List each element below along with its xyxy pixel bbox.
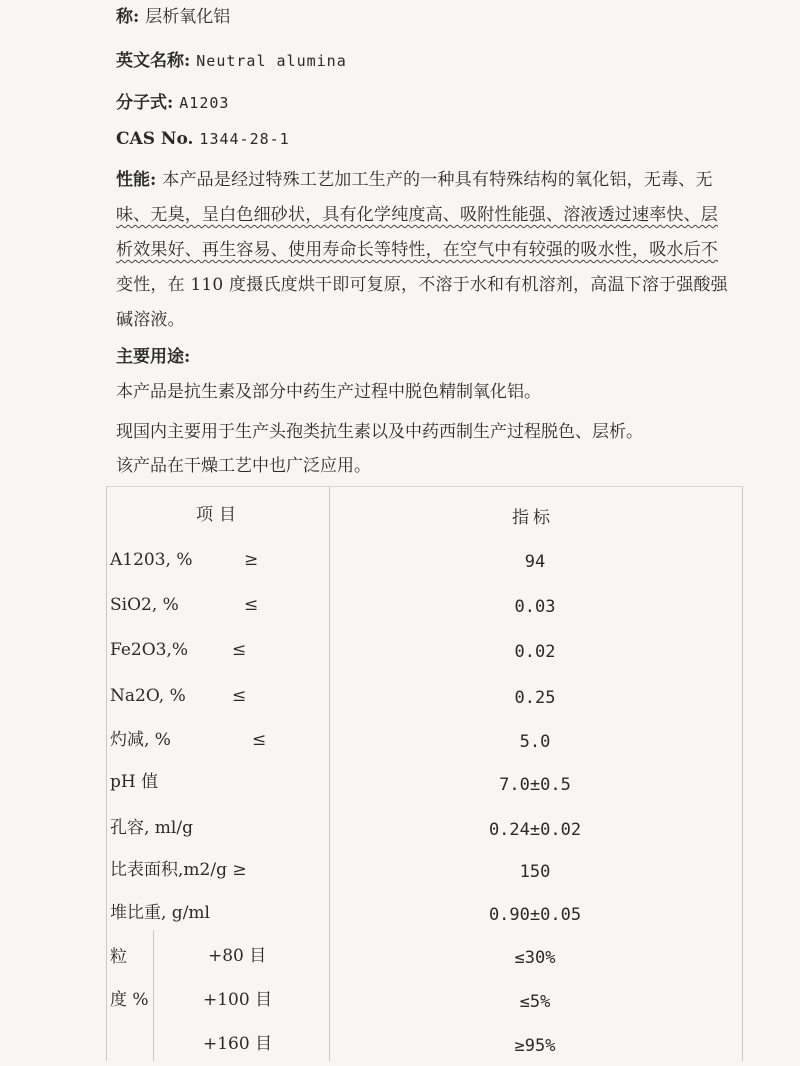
product-name-line	[116, 6, 230, 28]
row-value-pore-volume: 0.24±0.02	[488, 820, 582, 840]
row-op-na2o: ≤	[232, 686, 247, 706]
uses-line-1: 本产品是抗生素及部分中药生产过程中脱色精制氧化铝。	[116, 382, 541, 402]
row-op-loi: ≤	[252, 730, 267, 750]
row-item-al2o3: A1203, %	[110, 550, 193, 570]
row-item-na2o: Na2O, %	[110, 686, 186, 706]
formula-line	[116, 92, 229, 114]
row-op-sio2: ≤	[244, 595, 259, 615]
granularity-value-80: ≤30%	[514, 948, 556, 968]
cas-value: 1344-28-1	[199, 130, 290, 148]
row-item-ph: pH 值	[110, 772, 159, 792]
uses-title: 主要用途:	[116, 347, 191, 367]
table-border-left	[106, 486, 107, 1061]
properties-line-3: 析效果好、再生容易、使用寿命长等特性，在空气中有较强的吸水性，吸水后不	[116, 240, 718, 260]
row-op-al2o3: ≥	[244, 550, 259, 570]
row-value-loi: 5.0	[519, 732, 551, 752]
col-header-item: 项目	[196, 505, 242, 525]
row-value-al2o3: 94	[524, 552, 546, 572]
formula-label: 分子式:	[116, 93, 174, 113]
row-item-bulk-density: 堆比重, g/ml	[110, 903, 210, 923]
properties-line-5: 碱溶液。	[116, 310, 185, 330]
row-value-na2o: 0.25	[514, 688, 556, 708]
cas-label: CAS No.	[116, 129, 194, 149]
uses-line-3: 该产品在干燥工艺中也广泛应用。	[116, 456, 371, 476]
table-divider	[329, 486, 330, 1061]
table-border-right	[742, 486, 743, 1061]
granularity-divider	[153, 930, 154, 1061]
properties-line-1: 本产品是经过特殊工艺加工生产的一种具有特殊结构的氧化铝，无毒、无	[162, 170, 713, 190]
granularity-label-1: 粒	[110, 947, 127, 967]
properties-line-2: 味、无臭，呈白色细砂状，具有化学纯度高、吸附性能强、溶液透过速率快、层	[116, 205, 718, 225]
granularity-value-100: ≤5%	[519, 992, 551, 1012]
formula-value: A1203	[179, 94, 230, 112]
table-border-top	[106, 486, 743, 487]
row-item-sio2: SiO2, %	[110, 595, 179, 615]
english-name-label: 英文名称:	[116, 51, 191, 71]
col-header-index: 指标	[512, 508, 554, 528]
row-value-ph: 7.0±0.5	[499, 775, 571, 795]
properties-line-4: 变性，在 110 度摄氏度烘干即可复原，不溶于水和有机溶剂，高温下溶于强酸强	[116, 275, 728, 295]
row-item-loi: 灼减, %	[110, 730, 171, 750]
granularity-mesh-160: +160 目	[203, 1034, 273, 1054]
row-value-surface-area: 150	[519, 862, 551, 882]
product-name-value: 层析氧化铝	[145, 7, 231, 27]
granularity-mesh-80: +80 目	[208, 946, 267, 966]
row-value-bulk-density: 0.90±0.05	[488, 905, 582, 925]
english-name-value: Neutral alumina	[196, 52, 347, 70]
granularity-label-2: 度 %	[110, 990, 149, 1010]
row-value-sio2: 0.03	[514, 597, 556, 617]
properties-label: 性能:	[116, 170, 157, 190]
cas-line	[116, 128, 290, 150]
properties-paragraph	[116, 163, 756, 338]
english-name-line	[116, 50, 347, 72]
row-item-surface-area: 比表面积,m2/g ≥	[110, 860, 247, 880]
row-item-pore-volume: 孔容, ml/g	[110, 818, 193, 838]
product-name-label: 称:	[116, 7, 140, 27]
granularity-mesh-100: +100 目	[203, 990, 273, 1010]
uses-line-2: 现国内主要用于生产头孢类抗生素以及中药西制生产过程脱色、层析。	[116, 422, 643, 442]
row-value-fe2o3: 0.02	[514, 642, 556, 662]
granularity-value-160: ≥95%	[514, 1036, 556, 1056]
row-op-fe2o3: ≤	[232, 640, 247, 660]
row-item-fe2o3: Fe2O3,%	[110, 640, 189, 660]
